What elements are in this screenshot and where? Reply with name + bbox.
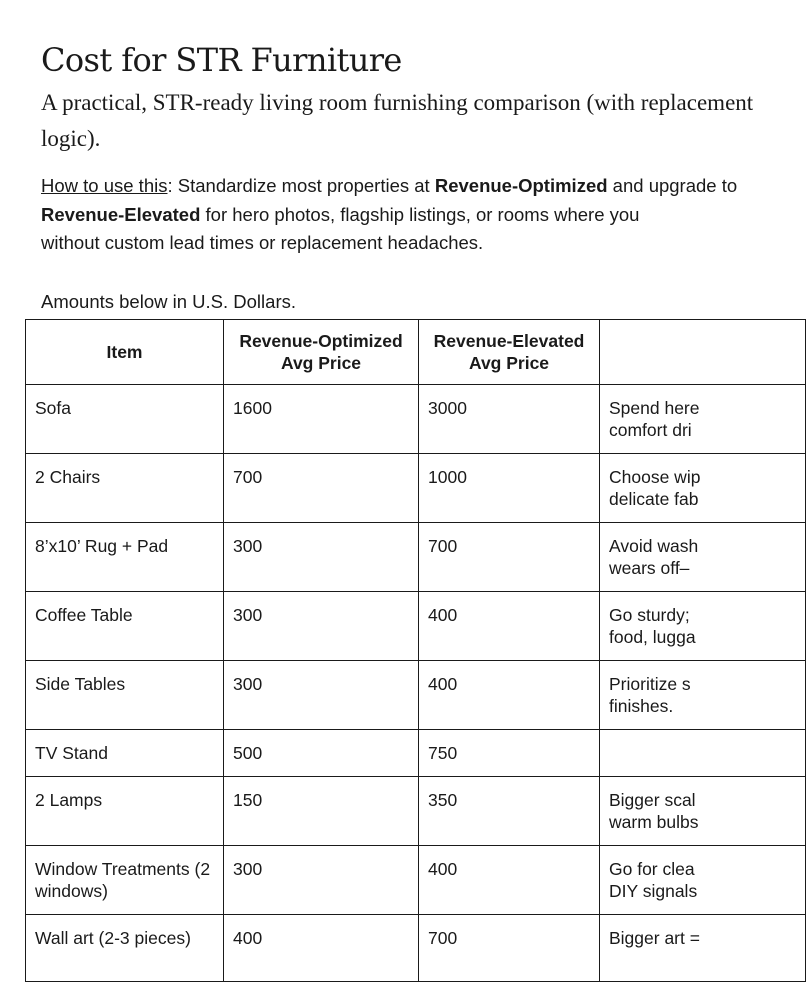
table-row (26, 730, 806, 777)
header-revenue-optimized (224, 320, 419, 385)
header-optimized-line2: Avg Price (280, 353, 362, 373)
cell-note (600, 846, 806, 915)
cell-elevated-price: 400 (419, 846, 600, 915)
table-row (26, 454, 806, 523)
cell-item: Coffee Table (26, 592, 224, 661)
currency-note: Amounts below in U.S. Dollars. (41, 291, 296, 312)
header-elevated-line2: Avg Price (468, 353, 550, 373)
cell-optimized-price: 300 (224, 846, 419, 915)
cell-optimized-price: 150 (224, 777, 419, 846)
cell-note (600, 915, 806, 982)
document-subtitle: A practical, STR-ready living room furnishing comparison (with replacement logic). (41, 90, 754, 151)
cell-elevated-price: 350 (419, 777, 600, 846)
table-row (26, 915, 806, 982)
cell-elevated-price: 700 (419, 915, 600, 982)
cell-elevated-price: 3000 (419, 385, 600, 454)
note-line: Prioritize s (609, 674, 691, 694)
header-elevated-line1: Revenue-Elevated (433, 331, 585, 351)
how-to-use-text-2: and upgrade to (607, 175, 738, 196)
header-optimized-line1: Revenue-Optimized (239, 331, 403, 351)
cell-item: 2 Lamps (26, 777, 224, 846)
note-line: comfort dri (609, 420, 692, 440)
note-line: Spend here (609, 398, 700, 418)
note-line: Avoid wash (609, 536, 699, 556)
header-notes (600, 320, 806, 385)
cell-note (600, 730, 806, 777)
cell-item: Side Tables (26, 661, 224, 730)
note-line: Bigger art = (609, 928, 700, 948)
note-line: warm bulbs (609, 812, 699, 832)
cell-item: Sofa (26, 385, 224, 454)
cell-item: TV Stand (26, 730, 224, 777)
cell-item: 8’x10’ Rug + Pad (26, 523, 224, 592)
cell-optimized-price: 1600 (224, 385, 419, 454)
note-line: DIY signals (609, 881, 698, 901)
header-item (26, 320, 224, 385)
cell-optimized-price: 300 (224, 592, 419, 661)
tier-elevated-emphasis: Revenue-Elevated (41, 203, 201, 225)
table-row (26, 523, 806, 592)
cell-optimized-price: 400 (224, 915, 419, 982)
note-line: Go for clea (609, 859, 695, 879)
cell-elevated-price: 1000 (419, 454, 600, 523)
table-row (26, 592, 806, 661)
note-line: delicate fab (609, 489, 699, 509)
cell-note (600, 523, 806, 592)
note-line: finishes. (609, 696, 674, 716)
furniture-cost-table (25, 319, 806, 982)
table-row (26, 846, 806, 915)
header-revenue-elevated (419, 320, 600, 385)
table-row (26, 661, 806, 730)
how-to-use-text-4: without custom lead times or replacement headaches. (41, 232, 484, 253)
cell-optimized-price: 500 (224, 730, 419, 777)
cell-note (600, 777, 806, 846)
table-row (26, 777, 806, 846)
how-to-use-label: How to use this (41, 175, 168, 196)
tier-optimized-emphasis: Revenue-Optimized (434, 175, 608, 196)
how-to-use-text-3: for hero photos, flagship listings, or rooms where you (200, 203, 640, 225)
document-title: Cost for STR Furniture (41, 41, 402, 79)
note-line: Bigger scal (609, 790, 696, 810)
cell-optimized-price: 300 (224, 661, 419, 730)
cell-elevated-price: 400 (419, 661, 600, 730)
cell-optimized-price: 700 (224, 454, 419, 523)
cell-note (600, 592, 806, 661)
cell-elevated-price: 750 (419, 730, 600, 777)
how-to-use-paragraph (41, 172, 761, 258)
cell-elevated-price: 400 (419, 592, 600, 661)
cell-elevated-price: 700 (419, 523, 600, 592)
cell-item: Wall art (2-3 pieces) (26, 915, 224, 982)
cell-optimized-price: 300 (224, 523, 419, 592)
table-row (26, 385, 806, 454)
note-line: Choose wip (609, 467, 701, 487)
cell-item: 2 Chairs (26, 454, 224, 523)
table-header-row (26, 320, 806, 385)
how-to-use-text-1: : Standardize most properties at (167, 175, 435, 196)
cell-item: Window Treatments (2 windows) (26, 846, 224, 915)
note-line: wears off– (609, 558, 690, 578)
cell-note (600, 661, 806, 730)
note-line: Go sturdy; (609, 605, 690, 625)
header-item-label: Item (106, 342, 143, 362)
cell-note (600, 385, 806, 454)
note-line: food, lugga (609, 627, 696, 647)
cell-note (600, 454, 806, 523)
